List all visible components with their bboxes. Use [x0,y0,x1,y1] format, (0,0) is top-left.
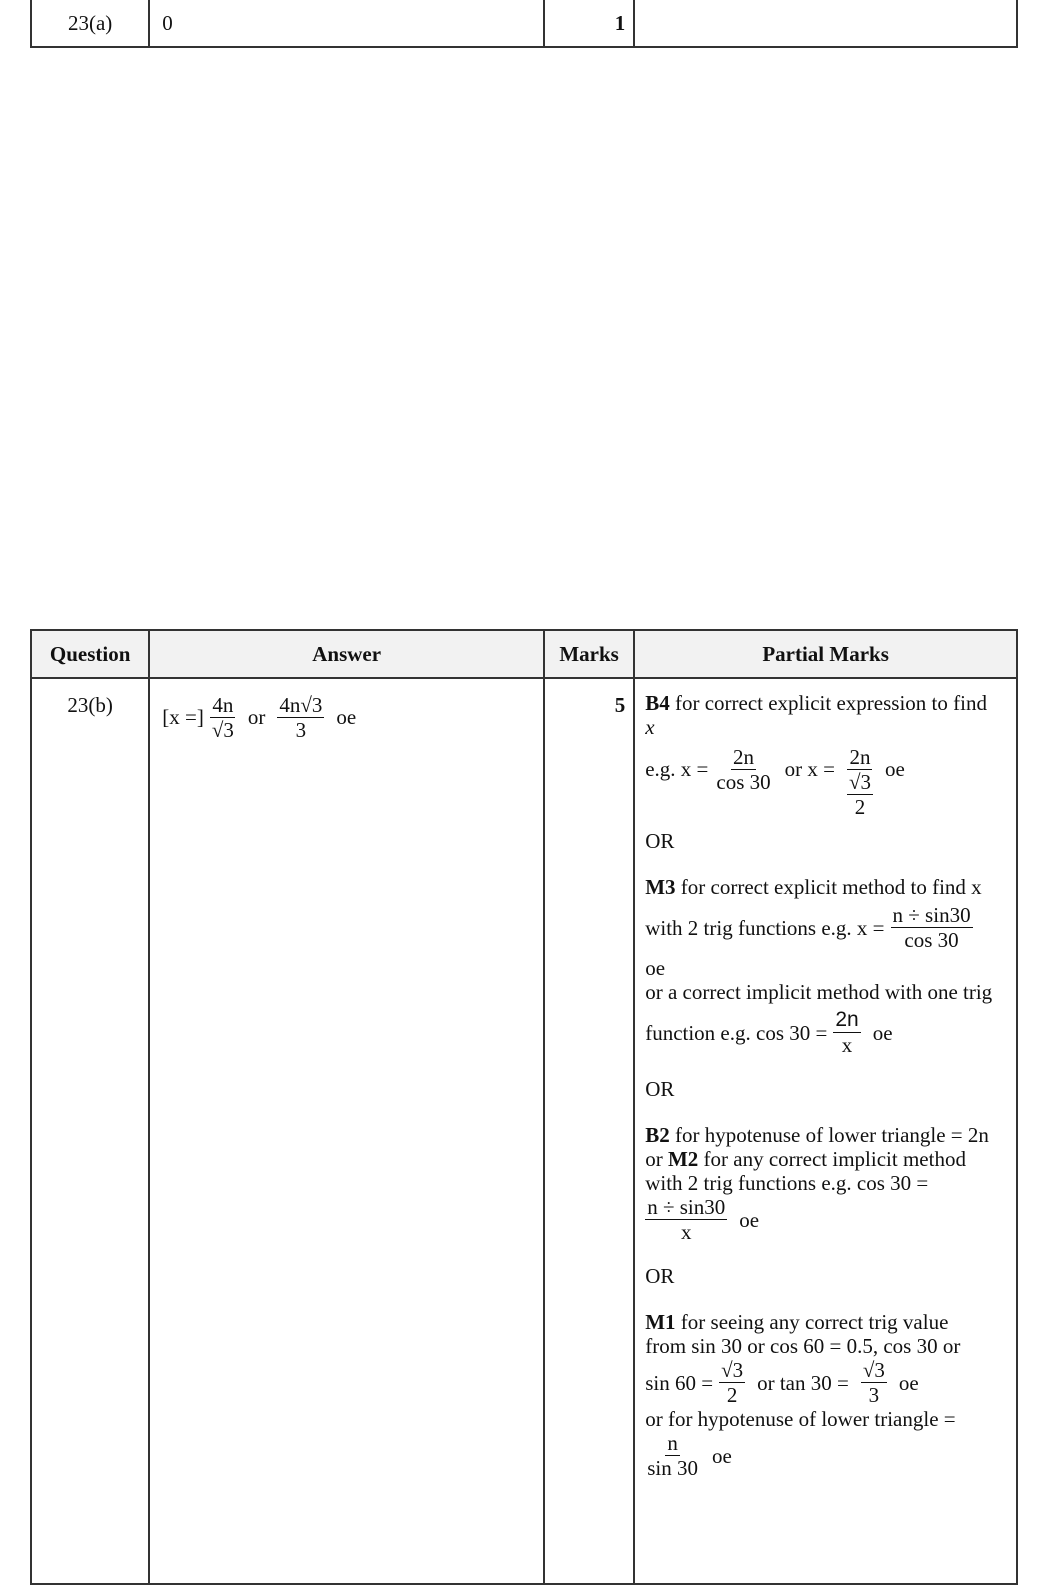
example-fraction [719,1358,745,1407]
oe-text: oe [872,1020,893,1045]
table-row [31,0,1017,47]
m3-implicit-example [645,1008,1006,1057]
fraction-denominator: 3 [295,718,307,742]
example-fraction [833,1008,860,1057]
answer-oe: oe [336,705,357,729]
or-separator: OR [645,1077,675,1101]
criterion-text: or [645,1147,663,1171]
answer-prefix: [x =] [162,705,204,729]
b4-criterion [645,691,1006,715]
mark-code: B2 [645,1123,670,1147]
or-separator: OR [645,829,675,853]
criterion-text: from sin 30 or cos 60 = 0.5, cos 30 or [645,1334,961,1358]
criterion-text: for hypotenuse of lower triangle = 2n [674,1123,989,1147]
oe-text: oe [739,1207,760,1232]
example-fraction [645,1195,727,1244]
partial-marks-cell [634,0,1017,47]
criterion-text: with 2 trig functions e.g. cos 30 = [645,1171,929,1195]
fraction-denominator: cos 30 [716,770,771,794]
fraction-numerator: 4n [212,693,234,717]
partial-marks-cell [634,678,1017,1584]
criterion-text: for correct explicit method to find x [680,875,982,899]
criterion-text: for correct explicit expression to find [674,691,987,715]
marks-cell: 1 [544,0,634,47]
criterion-text: for any correct implicit method [703,1147,966,1171]
answer-cell [149,678,544,1584]
header-marks: Marks [544,630,634,678]
example-text: e.g. x = [645,757,709,781]
table-row [31,678,1017,1584]
b4-example [645,745,1006,819]
mark-code: B4 [645,691,670,715]
m1-example [645,1358,1006,1407]
m3-criterion [645,875,1006,899]
header-answer: Answer [149,630,544,678]
m1-criterion [645,1310,1006,1334]
answer-fraction-1 [210,693,236,742]
oe-text: oe [898,1370,919,1395]
mark-code: M3 [645,875,676,899]
mark-code: M1 [645,1310,676,1334]
variable-x: x [645,715,655,739]
fraction-numerator: n [667,1431,678,1455]
fraction-numerator: √3 [721,1358,744,1382]
m1-hypotenuse-example [645,1431,1006,1480]
criterion-text: or tan 30 = [757,1370,849,1395]
fraction-numerator: n ÷ sin30 [647,1195,726,1219]
criterion-text: with 2 trig functions e.g. x = [645,915,885,940]
fraction-numerator: √3 [848,770,871,794]
example-fraction [891,903,973,952]
criterion-text: or a correct implicit method with one trig [645,980,993,1004]
b2-criterion [645,1123,1006,1147]
oe-text: oe [711,1443,732,1468]
mark-code: M2 [667,1147,699,1171]
header-question: Question [31,630,149,678]
answer-fraction-2 [277,693,324,742]
fraction-denominator: sin 30 [647,1456,698,1480]
fraction-numerator: √3 [862,1358,885,1382]
question-cell: 23(b) [31,678,149,1584]
fraction-denominator: √3 [211,718,234,742]
fraction-numerator: 2n [835,1008,859,1031]
oe-text: oe [645,956,666,980]
answer-cell: 0 [149,0,544,47]
header-partial-marks: Partial Marks [634,630,1017,678]
m3-example [645,903,1006,952]
or-separator: OR [645,1264,675,1288]
example-fraction [645,1431,700,1480]
example-fraction [861,1358,887,1407]
fraction-numerator: 2n [849,745,871,769]
fraction-numerator: 2n [733,745,754,769]
fraction-denominator: 3 [868,1383,880,1407]
criterion-text: or for hypotenuse of lower triangle = [645,1407,956,1431]
header-row [31,630,1017,678]
nested-fraction [847,770,873,819]
m2-example [645,1195,1006,1244]
question-cell: 23(a) [31,0,149,47]
fraction-numerator: n ÷ sin30 [892,903,971,927]
criterion-text: function e.g. cos 30 = [645,1020,828,1045]
oe-text: oe [885,757,905,781]
example-fraction-1 [714,745,772,794]
criterion-text: for seeing any correct trig value [680,1310,949,1334]
previous-row-table [30,0,1018,48]
criterion-text: sin 60 = [645,1370,714,1395]
fraction-denominator: 2 [726,1383,738,1407]
fraction-denominator: x [680,1220,692,1244]
fraction-denominator: 2 [854,795,866,819]
mark-scheme-table [30,629,1018,1585]
m2-criterion [645,1147,1006,1171]
answer-or: or [247,705,266,729]
fraction-denominator: cos 30 [904,928,959,952]
marks-cell: 5 [544,678,634,1584]
fraction-denominator: x [841,1033,853,1057]
fraction-numerator: 4n√3 [279,693,323,717]
example-fraction-2 [847,745,873,819]
example-text: or x = [784,757,835,781]
